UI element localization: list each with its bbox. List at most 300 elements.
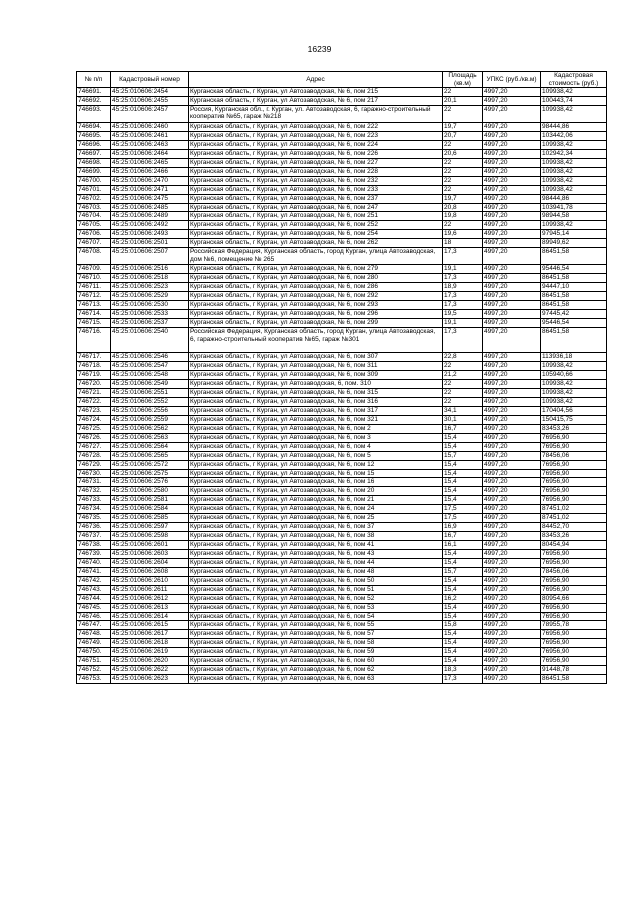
address-cell: Российская Федерация, Курганская область, город Курган, улица Автозаводская, дом №6, помещение № 265 — [189, 248, 443, 265]
address-cell: Курганская область, г Курган, ул Автозаводская, № 6, пом 311 — [189, 362, 443, 371]
cadastral-number-cell: 45:25:010606:2576 — [111, 478, 189, 487]
table-row — [77, 523, 607, 532]
area-cell: 22 — [443, 158, 483, 167]
cadastral-cost-cell: 76956,90 — [541, 433, 607, 442]
upks-cell: 4997,20 — [483, 496, 541, 505]
cadastral-number-cell: 45:25:010606:2464 — [111, 149, 189, 158]
row-number-cell: 746728. — [77, 451, 111, 460]
row-number-cell: 746717. — [77, 353, 111, 362]
cadastral-number-cell: 45:25:010606:2489 — [111, 212, 189, 221]
row-number-cell: 746745. — [77, 603, 111, 612]
upks-cell: 4997,20 — [483, 630, 541, 639]
row-number-cell: 746709. — [77, 265, 111, 274]
area-cell: 22 — [443, 221, 483, 230]
row-number-cell: 746742. — [77, 576, 111, 585]
cadastral-cost-cell: 97445,42 — [541, 310, 607, 319]
cadastral-number-cell: 45:25:010606:2454 — [111, 88, 189, 97]
cadastral-number-cell: 45:25:010606:2455 — [111, 96, 189, 105]
area-cell: 22 — [443, 389, 483, 398]
row-number-cell: 746694. — [77, 123, 111, 132]
cadastral-number-cell: 45:25:010606:2457 — [111, 105, 189, 122]
cadastral-number-cell: 45:25:010606:2552 — [111, 398, 189, 407]
area-cell: 15,4 — [443, 496, 483, 505]
table-row — [77, 221, 607, 230]
cadastral-cost-cell: 109938,42 — [541, 380, 607, 389]
upks-cell: 4997,20 — [483, 176, 541, 185]
row-number-cell: 746737. — [77, 532, 111, 541]
area-cell: 16,9 — [443, 523, 483, 532]
area-cell: 16,2 — [443, 594, 483, 603]
upks-cell: 4997,20 — [483, 549, 541, 558]
cadastral-number-cell: 45:25:010606:2619 — [111, 648, 189, 657]
table-row — [77, 612, 607, 621]
upks-cell: 4997,20 — [483, 380, 541, 389]
cadastral-number-cell: 45:25:010606:2471 — [111, 185, 189, 194]
address-cell: Курганская область, г Курган, ул Автозаводская, № 6, пом 50 — [189, 576, 443, 585]
row-number-cell: 746713. — [77, 301, 111, 310]
area-cell: 21,2 — [443, 371, 483, 380]
address-cell: Курганская область, г Курган, ул Автозаводская, № 6, пом 296 — [189, 310, 443, 319]
cadastral-cost-cell: 76956,90 — [541, 558, 607, 567]
table-row — [77, 603, 607, 612]
area-cell: 20,7 — [443, 132, 483, 141]
cadastral-cost-cell: 83453,26 — [541, 532, 607, 541]
cadastral-cost-cell: 80454,94 — [541, 541, 607, 550]
row-number-cell: 746741. — [77, 567, 111, 576]
address-cell: Курганская область, г Курган, ул Автозаводская, № 6, пом 58 — [189, 639, 443, 648]
upks-cell: 4997,20 — [483, 541, 541, 550]
address-cell: Курганская область, г Курган, ул Автозаводская, № 6, пом 252 — [189, 221, 443, 230]
address-cell: Курганская область, г Курган, ул Автозаводская, № 6, пом 21 — [189, 496, 443, 505]
cadastral-number-cell: 45:25:010606:2507 — [111, 248, 189, 265]
table-row — [77, 496, 607, 505]
header-address: Адрес — [189, 72, 443, 88]
row-number-cell: 746746. — [77, 612, 111, 621]
cadastral-cost-cell: 98944,58 — [541, 212, 607, 221]
row-number-cell: 746723. — [77, 406, 111, 415]
cadastral-number-cell: 45:25:010606:2547 — [111, 362, 189, 371]
area-cell: 22 — [443, 398, 483, 407]
cadastral-cost-cell: 86451,58 — [541, 274, 607, 283]
address-cell: Курганская область, г Курган, ул Автозаводская, № 6, пом 279 — [189, 265, 443, 274]
upks-cell: 4997,20 — [483, 523, 541, 532]
cadastral-cost-cell: 109938,42 — [541, 88, 607, 97]
area-cell: 30,1 — [443, 415, 483, 424]
cadastral-number-cell: 45:25:010606:2604 — [111, 558, 189, 567]
upks-cell: 4997,20 — [483, 415, 541, 424]
upks-cell: 4997,20 — [483, 212, 541, 221]
upks-cell: 4997,20 — [483, 353, 541, 362]
cadastral-number-cell: 45:25:010606:2549 — [111, 380, 189, 389]
table-row — [77, 666, 607, 675]
table-row — [77, 371, 607, 380]
cadastral-number-cell: 45:25:010606:2533 — [111, 310, 189, 319]
address-cell: Курганская область, г Курган, ул Автозаводская, № 6, пом 43 — [189, 549, 443, 558]
table-row — [77, 389, 607, 398]
cadastral-number-cell: 45:25:010606:2597 — [111, 523, 189, 532]
cadastral-number-cell: 45:25:010606:2493 — [111, 230, 189, 239]
table-row — [77, 469, 607, 478]
upks-cell: 4997,20 — [483, 648, 541, 657]
header-upks: УПКС (руб./кв.м) — [483, 72, 541, 88]
row-number-cell: 746747. — [77, 621, 111, 630]
cadastral-number-cell: 45:25:010606:2575 — [111, 469, 189, 478]
upks-cell: 4997,20 — [483, 203, 541, 212]
area-cell: 18,9 — [443, 283, 483, 292]
upks-cell: 4997,20 — [483, 657, 541, 666]
row-number-cell: 746711. — [77, 283, 111, 292]
table-row — [77, 132, 607, 141]
upks-cell: 4997,20 — [483, 558, 541, 567]
header-cadastral-cost: Кадастровая стоимость (руб.) — [541, 72, 607, 88]
row-number-cell: 746697. — [77, 149, 111, 158]
address-cell: Курганская область, г Курган, ул Автозаводская, № 6, пом 307 — [189, 353, 443, 362]
cadastral-number-cell: 45:25:010606:2612 — [111, 594, 189, 603]
cadastral-cost-cell: 109938,42 — [541, 362, 607, 371]
cadastral-number-cell: 45:25:010606:2614 — [111, 612, 189, 621]
cadastral-number-cell: 45:25:010606:2551 — [111, 389, 189, 398]
address-cell: Курганская область, г Курган, ул Автозаводская, № 6, пом 16 — [189, 478, 443, 487]
row-number-cell: 746727. — [77, 442, 111, 451]
address-cell: Курганская область, г Курган, ул Автозаводская, № 6, пом 3 — [189, 433, 443, 442]
cadastral-cost-cell: 100443,74 — [541, 96, 607, 105]
upks-cell: 4997,20 — [483, 424, 541, 433]
upks-cell: 4997,20 — [483, 514, 541, 523]
area-cell: 17,3 — [443, 327, 483, 352]
table-row — [77, 149, 607, 158]
address-cell: Курганская область, г Курган, ул Автозаводская, № 6, пом 24 — [189, 505, 443, 514]
row-number-cell: 746751. — [77, 657, 111, 666]
row-number-cell: 746708. — [77, 248, 111, 265]
area-cell: 16,7 — [443, 532, 483, 541]
upks-cell: 4997,20 — [483, 505, 541, 514]
address-cell: Курганская область, г Курган, ул Автозаводская, № 6, пом 293 — [189, 301, 443, 310]
table-row — [77, 327, 607, 352]
row-number-cell: 746720. — [77, 380, 111, 389]
cadastral-number-cell: 45:25:010606:2529 — [111, 292, 189, 301]
cadastral-cost-cell: 103442,06 — [541, 132, 607, 141]
cadastral-cost-cell: 105940,66 — [541, 371, 607, 380]
row-number-cell: 746702. — [77, 194, 111, 203]
row-number-cell: 746695. — [77, 132, 111, 141]
table-row — [77, 675, 607, 684]
cadastral-number-cell: 45:25:010606:2516 — [111, 265, 189, 274]
upks-cell: 4997,20 — [483, 469, 541, 478]
area-cell: 20,8 — [443, 203, 483, 212]
area-cell: 15,4 — [443, 630, 483, 639]
table-row — [77, 630, 607, 639]
cadastral-number-cell: 45:25:010606:2460 — [111, 123, 189, 132]
address-cell: Курганская область, г Курган, ул Автозаводская, № 6, пом 251 — [189, 212, 443, 221]
row-number-cell: 746744. — [77, 594, 111, 603]
table-row — [77, 657, 607, 666]
table-row — [77, 230, 607, 239]
row-number-cell: 746753. — [77, 675, 111, 684]
area-cell: 15,4 — [443, 549, 483, 558]
address-cell: Курганская область, г Курган, ул Автозаводская, № 6, пом 232 — [189, 176, 443, 185]
table-row — [77, 532, 607, 541]
table-row — [77, 406, 607, 415]
table-row — [77, 505, 607, 514]
area-cell: 19,1 — [443, 265, 483, 274]
area-cell: 18 — [443, 239, 483, 248]
upks-cell: 4997,20 — [483, 185, 541, 194]
cadastral-cost-cell: 76956,90 — [541, 585, 607, 594]
table-row — [77, 362, 607, 371]
cadastral-number-cell: 45:25:010606:2530 — [111, 301, 189, 310]
upks-cell: 4997,20 — [483, 105, 541, 122]
table-row — [77, 442, 607, 451]
cadastral-number-cell: 45:25:010606:2475 — [111, 194, 189, 203]
address-cell: Курганская область, г Курган, ул Автозаводская, № 6, пом 299 — [189, 319, 443, 328]
row-number-cell: 746692. — [77, 96, 111, 105]
cadastral-number-cell: 45:25:010606:2518 — [111, 274, 189, 283]
cadastral-number-cell: 45:25:010606:2548 — [111, 371, 189, 380]
address-cell: Курганская область, г Курган, ул Автозаводская, № 6, пом 41 — [189, 541, 443, 550]
address-cell: Курганская область, г Курган, ул Автозаводская, № 6, пом 12 — [189, 460, 443, 469]
table-header-row — [77, 72, 607, 88]
table-row — [77, 487, 607, 496]
area-cell: 17,3 — [443, 248, 483, 265]
cadastral-cost-cell: 98444,86 — [541, 123, 607, 132]
upks-cell: 4997,20 — [483, 194, 541, 203]
address-cell: Курганская область, г Курган, ул Автозаводская, № 6, пом 286 — [189, 283, 443, 292]
upks-cell: 4997,20 — [483, 478, 541, 487]
row-number-cell: 746748. — [77, 630, 111, 639]
table-row — [77, 415, 607, 424]
table-row — [77, 301, 607, 310]
table-row — [77, 585, 607, 594]
table-row — [77, 158, 607, 167]
address-cell: Курганская область, г Курган, ул Автозаводская, № 6, пом 63 — [189, 675, 443, 684]
cadastral-cost-cell: 76956,90 — [541, 460, 607, 469]
cadastral-cost-cell: 86451,58 — [541, 327, 607, 352]
upks-cell: 4997,20 — [483, 167, 541, 176]
table-row — [77, 283, 607, 292]
table-row — [77, 451, 607, 460]
upks-cell: 4997,20 — [483, 532, 541, 541]
row-number-cell: 746710. — [77, 274, 111, 283]
cadastral-number-cell: 45:25:010606:2523 — [111, 283, 189, 292]
cadastral-number-cell: 45:25:010606:2537 — [111, 319, 189, 328]
upks-cell: 4997,20 — [483, 327, 541, 352]
area-cell: 15,4 — [443, 585, 483, 594]
address-cell: Курганская область, г Курган, ул Автозаводская, № 6, пом 316 — [189, 398, 443, 407]
area-cell: 22 — [443, 176, 483, 185]
cadastral-cost-cell: 76956,90 — [541, 639, 607, 648]
area-cell: 22 — [443, 88, 483, 97]
area-cell: 15,4 — [443, 558, 483, 567]
address-cell: Курганская область, г Курган, ул Автозаводская, № 6, пом 38 — [189, 532, 443, 541]
cadastral-cost-cell: 109938,42 — [541, 167, 607, 176]
area-cell: 22 — [443, 362, 483, 371]
row-number-cell: 746740. — [77, 558, 111, 567]
address-cell: Курганская область, г Курган, ул Автозаводская, № 6, пом 317 — [189, 406, 443, 415]
area-cell: 17,3 — [443, 301, 483, 310]
table-row — [77, 123, 607, 132]
cadastral-number-cell: 45:25:010606:2608 — [111, 567, 189, 576]
area-cell: 15,4 — [443, 433, 483, 442]
area-cell: 22 — [443, 140, 483, 149]
cadastral-cost-cell: 76956,90 — [541, 496, 607, 505]
row-number-cell: 746691. — [77, 88, 111, 97]
upks-cell: 4997,20 — [483, 406, 541, 415]
address-cell: Российская Федерация, Курганская область, город Курган, улица Автозаводская, 6, гаражно-строительный кооператив №65, гараж №301 — [189, 327, 443, 352]
cadastral-number-cell: 45:25:010606:2463 — [111, 140, 189, 149]
address-cell: Курганская область, г Курган, ул Автозаводская, № 6, пом 309 — [189, 371, 443, 380]
cadastral-number-cell: 45:25:010606:2470 — [111, 176, 189, 185]
row-number-cell: 746733. — [77, 496, 111, 505]
address-cell: Курганская область, г Курган, ул Автозаводская, № 6, пом 321 — [189, 415, 443, 424]
upks-cell: 4997,20 — [483, 149, 541, 158]
cadastral-number-cell: 45:25:010606:2564 — [111, 442, 189, 451]
row-number-cell: 746721. — [77, 389, 111, 398]
row-number-cell: 746749. — [77, 639, 111, 648]
address-cell: Курганская область, г Курган, ул Автозаводская, № 6, пом 52 — [189, 594, 443, 603]
row-number-cell: 746743. — [77, 585, 111, 594]
address-cell: Курганская область, г Курган, ул Автозаводская, 6, пом. 310 — [189, 380, 443, 389]
address-cell: Курганская область, г Курган, ул Автозаводская, № 6, пом 57 — [189, 630, 443, 639]
row-number-cell: 746726. — [77, 433, 111, 442]
cadastral-number-cell: 45:25:010606:2540 — [111, 327, 189, 352]
cadastral-cost-cell: 83453,26 — [541, 424, 607, 433]
row-number-cell: 746735. — [77, 514, 111, 523]
area-cell: 17,3 — [443, 292, 483, 301]
table-row — [77, 648, 607, 657]
header-num: № п/п — [77, 72, 111, 88]
cadastral-cost-cell: 87451,02 — [541, 505, 607, 514]
row-number-cell: 746734. — [77, 505, 111, 514]
cadastral-cost-cell: 150415,75 — [541, 415, 607, 424]
address-cell: Курганская область, г Курган, ул Автозаводская, № 6, пом 25 — [189, 514, 443, 523]
area-cell: 34,1 — [443, 406, 483, 415]
upks-cell: 4997,20 — [483, 88, 541, 97]
area-cell: 15,8 — [443, 621, 483, 630]
address-cell: Курганская область, г Курган, ул Автозаводская, № 6, пом 62 — [189, 666, 443, 675]
cadastral-number-cell: 45:25:010606:2601 — [111, 541, 189, 550]
area-cell: 22 — [443, 167, 483, 176]
upks-cell: 4997,20 — [483, 389, 541, 398]
address-cell: Курганская область, г Курган, ул Автозаводская, № 6, пом 60 — [189, 657, 443, 666]
upks-cell: 4997,20 — [483, 398, 541, 407]
cadastral-cost-cell: 86451,58 — [541, 675, 607, 684]
area-cell: 15,4 — [443, 487, 483, 496]
row-number-cell: 746699. — [77, 167, 111, 176]
area-cell: 22 — [443, 185, 483, 194]
table-row — [77, 105, 607, 122]
address-cell: Курганская область, г Курган, ул Автозаводская, № 6, пом 53 — [189, 603, 443, 612]
upks-cell: 4997,20 — [483, 96, 541, 105]
area-cell: 15,4 — [443, 460, 483, 469]
cadastral-cost-cell: 84452,70 — [541, 523, 607, 532]
row-number-cell: 746716. — [77, 327, 111, 352]
table-row — [77, 478, 607, 487]
row-number-cell: 746724. — [77, 415, 111, 424]
area-cell: 15,4 — [443, 442, 483, 451]
cadastral-number-cell: 45:25:010606:2584 — [111, 505, 189, 514]
area-cell: 18,3 — [443, 666, 483, 675]
area-cell: 20,1 — [443, 96, 483, 105]
cadastral-cost-cell: 97945,14 — [541, 230, 607, 239]
cadastral-number-cell: 45:25:010606:2611 — [111, 585, 189, 594]
upks-cell: 4997,20 — [483, 140, 541, 149]
cadastral-number-cell: 45:25:010606:2485 — [111, 203, 189, 212]
area-cell: 19,1 — [443, 319, 483, 328]
address-cell: Курганская область, г Курган, ул Автозаводская, № 6, пом 228 — [189, 167, 443, 176]
row-number-cell: 746739. — [77, 549, 111, 558]
cadastral-number-cell: 45:25:010606:2492 — [111, 221, 189, 230]
cadastral-cost-cell: 109938,42 — [541, 389, 607, 398]
cadastral-number-cell: 45:25:010606:2617 — [111, 630, 189, 639]
table-body — [77, 88, 607, 684]
upks-cell: 4997,20 — [483, 248, 541, 265]
area-cell: 17,5 — [443, 514, 483, 523]
address-cell: Курганская область, г Курган, ул Автозаводская, № 6, пом 315 — [189, 389, 443, 398]
address-cell: Курганская область, г Курган, ул Автозаводская, № 6, пом 233 — [189, 185, 443, 194]
cadastral-cost-cell: 109938,42 — [541, 398, 607, 407]
cadastral-table — [76, 71, 607, 684]
address-cell: Курганская область, г Курган, ул Автозаводская, № 6, пом 48 — [189, 567, 443, 576]
row-number-cell: 746738. — [77, 541, 111, 550]
cadastral-cost-cell: 76956,90 — [541, 630, 607, 639]
upks-cell: 4997,20 — [483, 675, 541, 684]
table-row — [77, 639, 607, 648]
area-cell: 19,8 — [443, 212, 483, 221]
upks-cell: 4997,20 — [483, 666, 541, 675]
table-row — [77, 212, 607, 221]
upks-cell: 4997,20 — [483, 274, 541, 283]
cadastral-cost-cell: 94447,10 — [541, 283, 607, 292]
cadastral-number-cell: 45:25:010606:2585 — [111, 514, 189, 523]
cadastral-number-cell: 45:25:010606:2618 — [111, 639, 189, 648]
cadastral-number-cell: 45:25:010606:2603 — [111, 549, 189, 558]
area-cell: 15,4 — [443, 603, 483, 612]
row-number-cell: 746722. — [77, 398, 111, 407]
table-row — [77, 353, 607, 362]
area-cell: 19,7 — [443, 194, 483, 203]
address-cell: Курганская область, г Курган, ул Автозаводская, № 6, пом 59 — [189, 648, 443, 657]
upks-cell: 4997,20 — [483, 301, 541, 310]
area-cell: 15,4 — [443, 469, 483, 478]
table-row — [77, 398, 607, 407]
area-cell: 22,8 — [443, 353, 483, 362]
cadastral-number-cell: 45:25:010606:2465 — [111, 158, 189, 167]
cadastral-number-cell: 45:25:010606:2620 — [111, 657, 189, 666]
address-cell: Курганская область, г Курган, ул Автозаводская, № 6, пом 262 — [189, 239, 443, 248]
row-number-cell: 746725. — [77, 424, 111, 433]
row-number-cell: 746701. — [77, 185, 111, 194]
cadastral-cost-cell: 95446,54 — [541, 265, 607, 274]
address-cell: Курганская область, г Курган, ул Автозаводская, № 6, пом 292 — [189, 292, 443, 301]
address-cell: Курганская область, г Курган, ул Автозаводская, № 6, пом 20 — [189, 487, 443, 496]
table-row — [77, 167, 607, 176]
cadastral-cost-cell: 102942,34 — [541, 149, 607, 158]
cadastral-number-cell: 45:25:010606:2501 — [111, 239, 189, 248]
table-row — [77, 514, 607, 523]
address-cell: Курганская область, г Курган, ул Автозаводская, № 6, пом 217 — [189, 96, 443, 105]
table-row — [77, 621, 607, 630]
cadastral-cost-cell: 109938,42 — [541, 140, 607, 149]
area-cell: 17,3 — [443, 274, 483, 283]
cadastral-number-cell: 45:25:010606:2610 — [111, 576, 189, 585]
cadastral-cost-cell: 78955,78 — [541, 621, 607, 630]
upks-cell: 4997,20 — [483, 310, 541, 319]
row-number-cell: 746705. — [77, 221, 111, 230]
cadastral-cost-cell: 76956,90 — [541, 469, 607, 478]
upks-cell: 4997,20 — [483, 612, 541, 621]
upks-cell: 4997,20 — [483, 132, 541, 141]
upks-cell: 4997,20 — [483, 621, 541, 630]
